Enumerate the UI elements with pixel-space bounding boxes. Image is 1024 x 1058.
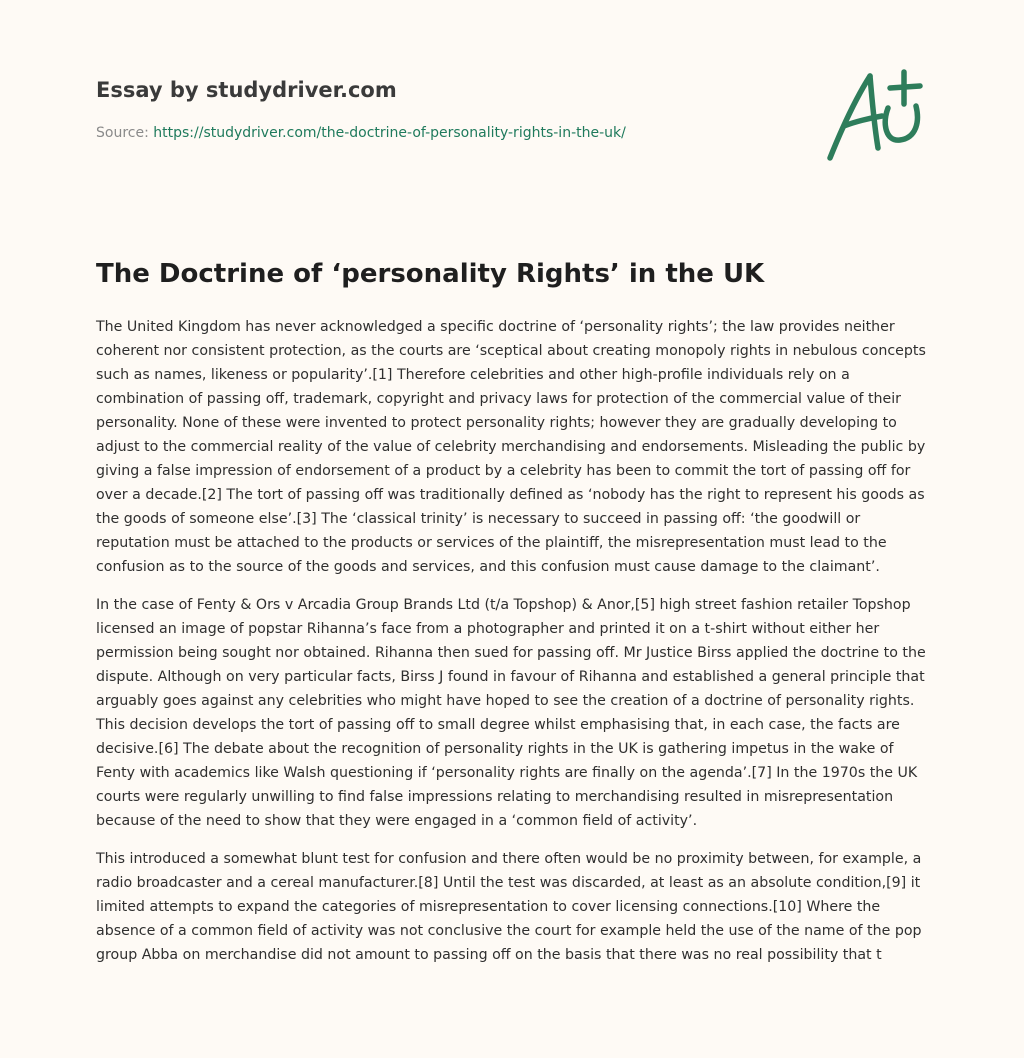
essay-body [96,315,930,981]
paragraph: This introduced a somewhat blunt test for confusion and there often would be no proximity between, for example, a radio broadcaster and a cereal manufacturer.[8] Until the test was discarded, at least as an absolute condition,[9] it limited attempts to expand the categories of misrepresentation to cover licensing connections.[10] Where the absence of a common field of activity was not conclusive the court for example held the use of the name of the pop group Abba on merchandise did not amount to passing off on the basis that there was no real possibility that t [96,851,922,963]
source-label: Source: [96,125,149,141]
brand-title: Essay by studydriver.com [96,78,397,102]
source-link[interactable]: https://studydriver.com/the-doctrine-of-personality-rights-in-the-uk/ [153,125,626,141]
essay-title: The Doctrine of ‘personality Rights’ in the UK [96,259,765,289]
paragraph: In the case of Fenty & Ors v Arcadia Group Brands Ltd (t/a Topshop) & Anor,[5] high street fashion retailer Topshop licensed an image of popstar Rihanna’s face from a photographer and printed it on a t-shirt without either her permission being sought nor obtained. Rihanna then sued for passing off. Mr Justice Birss applied the doctrine to the dispute. Although on very particular facts, Birss J found in favour of Rihanna and established a general principle that arguably goes against any celebrities who might have hoped to see the creation of a doctrine of personality rights. This decision develops the tort of passing off to small degree whilst emphasising that, in each case, the facts are decisive.[6] The debate about the recognition of personality rights in the UK is gathering impetus in the wake of Fenty with academics like Walsh questioning if ‘personality rights are finally on the agenda’.[7] In the 1970s the UK courts were regularly unwilling to find false impressions relating to merchandising resulted in misrepresentation because of the need to show that they were engaged in a ‘common field of activity’. [96,597,926,829]
paragraph: The United Kingdom has never acknowledged a specific doctrine of ‘personality rights’; the law provides neither coherent nor consistent protection, as the courts are ‘sceptical about creating monopoly rights in nebulous concepts such as names, likeness or popularity’.[1] Therefore celebrities and other high-profile individuals rely on a combination of passing off, trademark, copyright and privacy laws for protection of the commercial value of their personality. None of these were invented to protect personality rights; however they are gradually developing to adjust to the commercial reality of the value of celebrity merchandising and endorsements. Misleading the public by giving a false impression of endorsement of a product by a celebrity has been to commit the tort of passing off for over a decade.[2] The tort of passing off was traditionally defined as ‘nobody has the right to represent his goods as the goods of someone else’.[3] The ‘classical trinity’ is necessary to succeed in passing off: ‘the goodwill or reputation must be attached to the products or services of the plaintiff, the misrepresentation must lead to the confusion as to the source of the goods and services, and this confusion must cause damage to the claimant’. [96,319,926,575]
source-line [96,123,736,143]
a-plus-logo-icon [820,66,930,166]
document-header [96,76,736,143]
